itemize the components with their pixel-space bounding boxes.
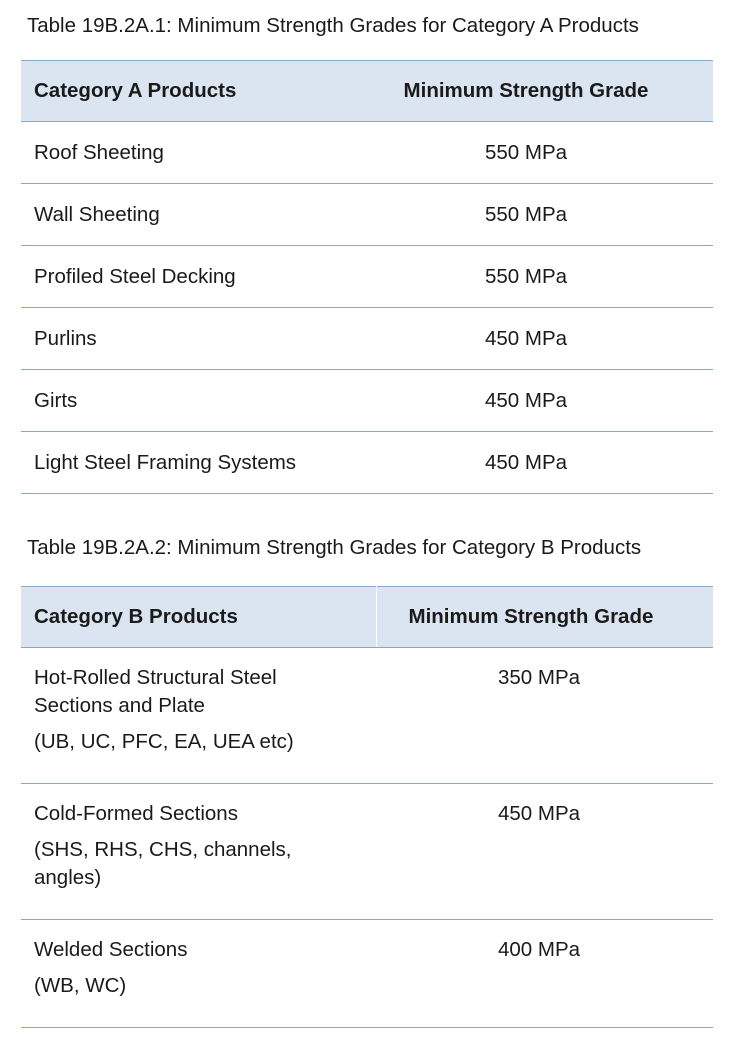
table-row	[21, 122, 713, 184]
product-note: (UB, UC, PFC, EA, UEA etc)	[34, 730, 294, 753]
category-a-table	[21, 60, 713, 494]
grade-cell: 550 MPa	[339, 246, 713, 308]
product-cell: Girts	[21, 370, 339, 432]
table1-caption: Table 19B.2A.1: Minimum Strength Grades for Category A Products	[27, 14, 639, 37]
product-cell: Light Steel Framing Systems	[21, 432, 339, 494]
grade-cell: 350 MPa	[376, 648, 713, 784]
product-name: Cold-Formed Sections	[34, 802, 238, 825]
table-row	[21, 784, 713, 920]
product-cell: Roof Sheeting	[21, 122, 339, 184]
table-row	[21, 920, 713, 1028]
table-header-row	[21, 61, 713, 122]
product-cell: Purlins	[21, 308, 339, 370]
product-name-line: Sections and Plate	[34, 694, 205, 717]
table-row	[21, 432, 713, 494]
column-header-grade: Minimum Strength Grade	[339, 61, 713, 122]
grade-cell: 550 MPa	[339, 122, 713, 184]
column-header-grade: Minimum Strength Grade	[376, 587, 713, 648]
table-row	[21, 246, 713, 308]
table2-caption: Table 19B.2A.2: Minimum Strength Grades for Category B Products	[27, 536, 642, 559]
category-b-table	[21, 586, 713, 1028]
grade-cell: 450 MPa	[339, 308, 713, 370]
grade-cell: 450 MPa	[339, 370, 713, 432]
column-header-product: Category B Products	[21, 587, 376, 648]
product-name-line: Hot-Rolled Structural Steel	[34, 666, 277, 689]
product-name: Welded Sections	[34, 938, 188, 961]
table-row	[21, 370, 713, 432]
grade-cell: 400 MPa	[376, 920, 713, 1028]
table-header-row	[21, 587, 713, 648]
product-cell	[21, 784, 376, 920]
product-cell	[21, 648, 376, 784]
table-row	[21, 648, 713, 784]
product-note-line: (SHS, RHS, CHS, channels,	[34, 838, 292, 861]
product-cell: Profiled Steel Decking	[21, 246, 339, 308]
table-row	[21, 184, 713, 246]
grade-cell: 550 MPa	[339, 184, 713, 246]
product-cell: Wall Sheeting	[21, 184, 339, 246]
table-row	[21, 308, 713, 370]
grade-cell: 450 MPa	[339, 432, 713, 494]
product-note-line: angles)	[34, 866, 102, 889]
product-cell	[21, 920, 376, 1028]
column-header-product: Category A Products	[21, 61, 339, 122]
grade-cell: 450 MPa	[376, 784, 713, 920]
product-note: (WB, WC)	[34, 974, 127, 997]
